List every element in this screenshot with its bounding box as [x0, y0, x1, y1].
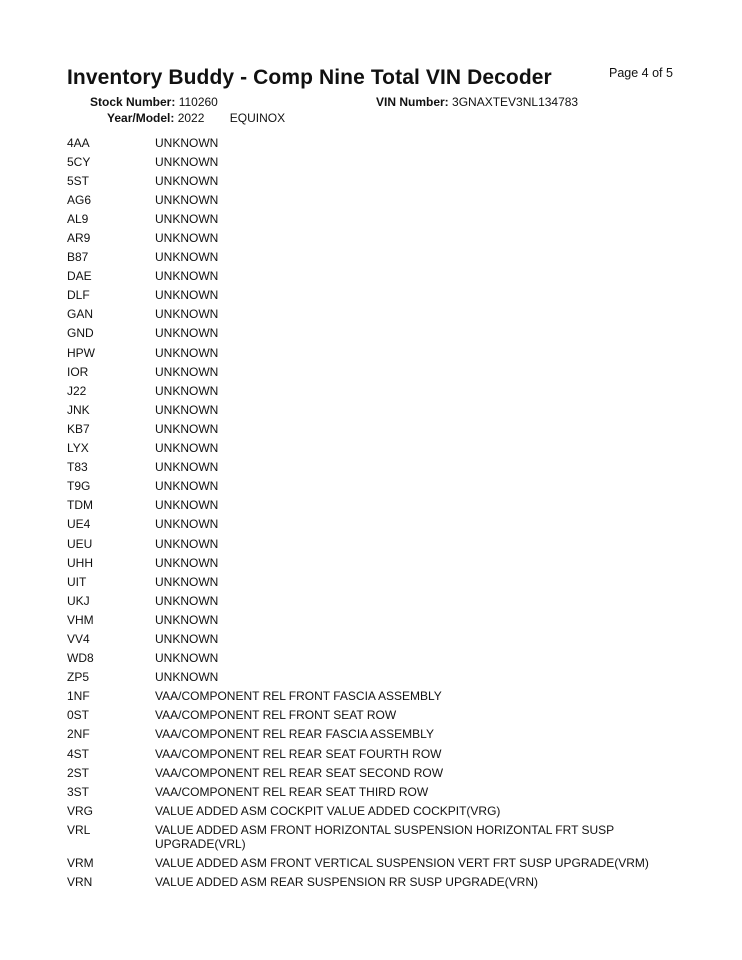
option-row	[67, 591, 707, 610]
year-model	[107, 111, 285, 125]
option-code: VRN	[67, 875, 93, 890]
option-row	[67, 610, 707, 629]
option-description: UNKNOWN	[155, 135, 219, 150]
option-code: VRM	[67, 856, 94, 871]
option-row	[67, 687, 707, 706]
vin-number-label: VIN Number:	[376, 95, 449, 109]
option-row	[67, 782, 707, 801]
option-description: UNKNOWN	[155, 326, 219, 341]
option-description: UNKNOWN	[155, 536, 219, 551]
option-row	[67, 419, 707, 438]
option-row	[67, 133, 707, 152]
option-row	[67, 725, 707, 744]
option-description: VALUE ADDED ASM FRONT VERTICAL SUSPENSION VERT FRT SUSP UPGRADE(VRM)	[155, 856, 649, 871]
option-description: VAA/COMPONENT REL REAR SEAT SECOND ROW	[155, 765, 444, 780]
option-row	[67, 381, 707, 400]
stock-number	[90, 95, 218, 109]
option-row	[67, 515, 707, 534]
option-row	[67, 553, 707, 572]
option-description: VALUE ADDED ASM COCKPIT VALUE ADDED COCKPIT(VRG)	[155, 803, 501, 818]
option-row	[67, 572, 707, 591]
option-description: VAA/COMPONENT REL FRONT FASCIA ASSEMBLY	[155, 689, 442, 704]
option-code: B87	[67, 250, 89, 265]
option-description: UNKNOWN	[155, 498, 219, 513]
option-code: VHM	[67, 612, 94, 627]
option-code: DLF	[67, 288, 90, 303]
option-code: 3ST	[67, 784, 90, 799]
option-code: 5CY	[67, 154, 91, 169]
option-description: UNKNOWN	[155, 231, 219, 246]
option-description: UNKNOWN	[155, 211, 219, 226]
option-code: HPW	[67, 345, 95, 360]
option-description: UNKNOWN	[155, 364, 219, 379]
option-code: UKJ	[67, 593, 90, 608]
option-description: VALUE ADDED ASM FRONT HORIZONTAL SUSPENSION HORIZONTAL FRT SUSP UPGRADE(VRL)	[155, 822, 614, 851]
option-code: T83	[67, 460, 88, 475]
stock-number-value: 110260	[178, 95, 218, 109]
option-description: UNKNOWN	[155, 651, 219, 666]
option-description: UNKNOWN	[155, 383, 219, 398]
option-code: T9G	[67, 479, 91, 494]
option-row	[67, 324, 707, 343]
option-row	[67, 362, 707, 381]
option-row	[67, 649, 707, 668]
option-code: UIT	[67, 574, 87, 589]
option-row	[67, 668, 707, 687]
option-code: AR9	[67, 231, 91, 246]
option-description: UNKNOWN	[155, 441, 219, 456]
vin-number-value: 3GNAXTEV3NL134783	[452, 95, 579, 109]
option-code: JNK	[67, 402, 90, 417]
option-code: VRG	[67, 803, 94, 818]
option-description: UNKNOWN	[155, 154, 219, 169]
stock-number-label: Stock Number:	[90, 95, 176, 109]
option-row	[67, 152, 707, 171]
option-description: VALUE ADDED ASM REAR SUSPENSION RR SUSP UPGRADE(VRN)	[155, 875, 538, 890]
model-value: EQUINOX	[229, 111, 286, 125]
option-code: AG6	[67, 192, 92, 207]
option-description: UNKNOWN	[155, 555, 219, 570]
option-row	[67, 248, 707, 267]
option-description: UNKNOWN	[155, 593, 219, 608]
option-code: VRL	[67, 822, 91, 837]
option-code: GND	[67, 326, 94, 341]
option-row	[67, 873, 707, 892]
option-row	[67, 400, 707, 419]
option-code: KB7	[67, 421, 90, 436]
option-code: 1NF	[67, 689, 90, 704]
option-code: UEU	[67, 536, 93, 551]
vin-number	[376, 95, 578, 109]
page-number: Page 4 of 5	[609, 66, 673, 80]
option-description: VAA/COMPONENT REL FRONT SEAT ROW	[155, 708, 397, 723]
option-row	[67, 496, 707, 515]
option-description: UNKNOWN	[155, 402, 219, 417]
year-value: 2022	[177, 111, 205, 125]
option-description: UNKNOWN	[155, 192, 219, 207]
option-row	[67, 534, 707, 553]
option-description: UNKNOWN	[155, 421, 219, 436]
option-code: DAE	[67, 269, 92, 284]
option-row	[67, 477, 707, 496]
option-row	[67, 305, 707, 324]
option-row	[67, 267, 707, 286]
option-description: VAA/COMPONENT REL REAR FASCIA ASSEMBLY	[155, 727, 434, 742]
option-description: UNKNOWN	[155, 574, 219, 589]
option-row	[67, 286, 707, 305]
option-row	[67, 343, 707, 362]
option-row	[67, 190, 707, 209]
option-code: UE4	[67, 517, 91, 532]
option-row	[67, 629, 707, 648]
option-row	[67, 171, 707, 190]
option-description: UNKNOWN	[155, 307, 219, 322]
option-code: AL9	[67, 211, 89, 226]
option-code: J22	[67, 383, 87, 398]
option-description: UNKNOWN	[155, 479, 219, 494]
option-code: TDM	[67, 498, 93, 513]
option-description: UNKNOWN	[155, 517, 219, 532]
option-description: UNKNOWN	[155, 460, 219, 475]
option-description: UNKNOWN	[155, 250, 219, 265]
option-row	[67, 853, 707, 872]
option-code: GAN	[67, 307, 94, 322]
option-row	[67, 439, 707, 458]
option-description: UNKNOWN	[155, 288, 219, 303]
year-model-label: Year/Model:	[107, 111, 175, 125]
option-description: UNKNOWN	[155, 631, 219, 646]
option-row	[67, 763, 707, 782]
option-description: UNKNOWN	[155, 612, 219, 627]
option-row	[67, 458, 707, 477]
option-code: 5ST	[67, 173, 90, 188]
option-code: VV4	[67, 631, 90, 646]
option-row	[67, 706, 707, 725]
option-description: UNKNOWN	[155, 173, 219, 188]
option-description: UNKNOWN	[155, 269, 219, 284]
option-code: 2ST	[67, 765, 90, 780]
option-code: 4AA	[67, 135, 90, 150]
option-code: 0ST	[67, 708, 90, 723]
option-code: 4ST	[67, 746, 90, 761]
option-code: WD8	[67, 651, 94, 666]
option-description: VAA/COMPONENT REL REAR SEAT FOURTH ROW	[155, 746, 442, 761]
option-description: VAA/COMPONENT REL REAR SEAT THIRD ROW	[155, 784, 429, 799]
option-description: UNKNOWN	[155, 670, 219, 685]
option-code: LYX	[67, 441, 89, 456]
option-row	[67, 228, 707, 247]
option-description: UNKNOWN	[155, 345, 219, 360]
option-code: ZP5	[67, 670, 90, 685]
option-code: UHH	[67, 555, 93, 570]
page-title: Inventory Buddy - Comp Nine Total VIN Decoder	[67, 66, 552, 89]
option-row	[67, 209, 707, 228]
option-row	[67, 820, 707, 853]
option-code: IOR	[67, 364, 89, 379]
option-row	[67, 744, 707, 763]
option-row	[67, 801, 707, 820]
option-code-list	[67, 133, 707, 892]
option-code: 2NF	[67, 727, 90, 742]
